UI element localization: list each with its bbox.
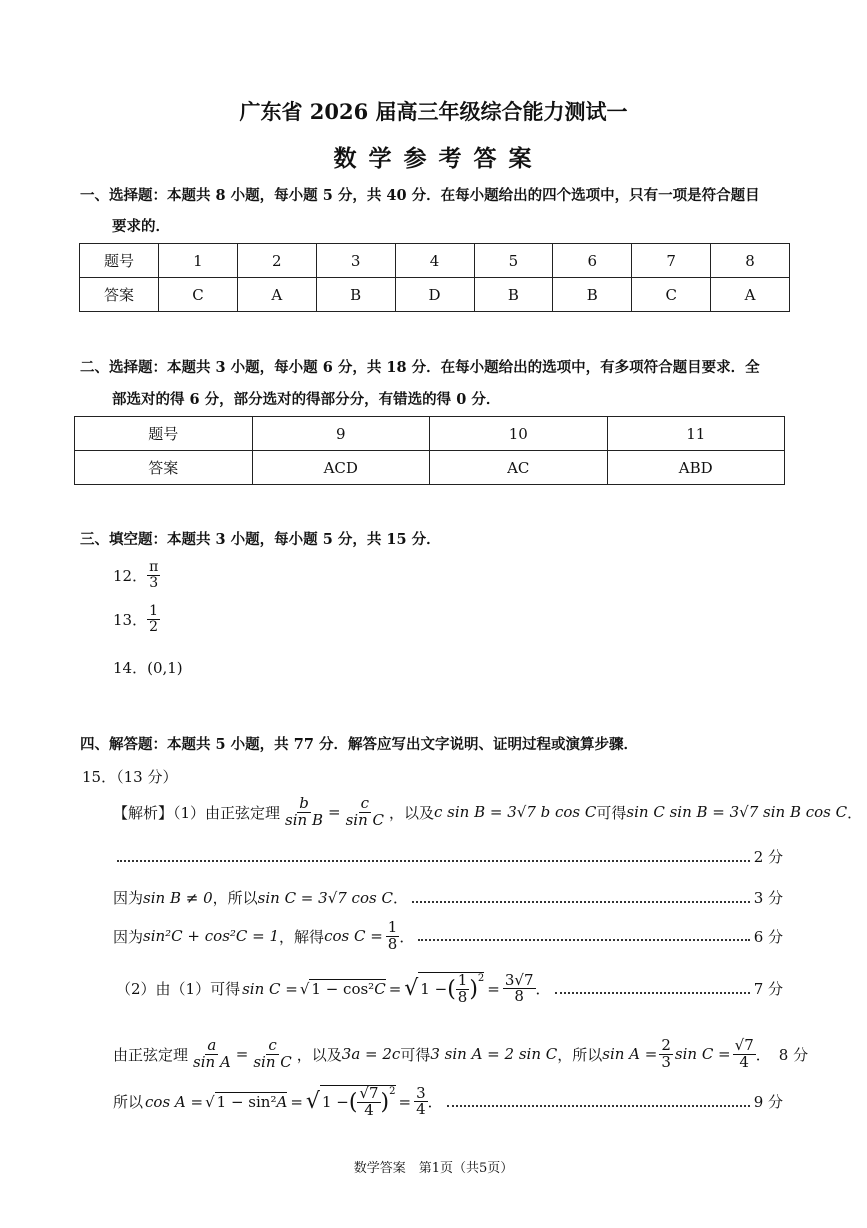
row-label: 题号 (80, 244, 159, 278)
row-label: 答案 (75, 451, 253, 485)
solution-line-6: 所以 cos A = √ 1 − sin²A = √ 1 − ( $\frac{√7}{4}$ ) $^2$ = $\frac{3}{4}$ ． 9 分 (113, 1083, 783, 1119)
math-expr: sin C sin B = 3√7 sin B cos C (626, 803, 848, 822)
table-cell: C (159, 278, 238, 312)
fraction: $\frac{3}{4}$ (416, 1083, 426, 1119)
section1-answer-table (79, 243, 790, 312)
fraction: $\frac{3√7}{8}$ (504, 970, 534, 1006)
solution-line-5: 由正弦定理 $\frac{a}{\text{sin A}}$ = $\frac{c}{\text{sin C}}$ ，以及 3a = 2c 可得 3 sin A = 2 sin C ，所以 sin A = $\frac{2}{3}$ sin C = $\frac{√7}{4}$ ． 8 分 (113, 1036, 809, 1071)
solution-line-1: 【解析】（1）由正弦定理 $\frac{b}{\text{sin B}}$ = $\frac{c}{\text{sin C}}$ ，以及 c sin B = 3√7 b cos C 可得 sin C sin B = 3√7 sin B cos C ． (113, 794, 863, 829)
leader-dots (412, 901, 750, 903)
answer-12 (113, 560, 160, 590)
page-footer: 数学答案 第1页（共5页） (353, 1161, 514, 1176)
fraction: $\frac{√7}{4}$ (734, 1036, 754, 1071)
table-cell: 6 (553, 244, 632, 278)
table-cell: B (316, 278, 395, 312)
row-label: 题号 (75, 417, 253, 451)
solution-text: ，以及 (296, 1045, 342, 1064)
math-expr: 3 sin A = 2 sin C (430, 1045, 558, 1064)
table-cell: 2 (237, 244, 316, 278)
score-label: 8 分 (778, 1045, 809, 1064)
section1-heading-cont: 要求的． (112, 218, 170, 235)
score-label: 2 分 (753, 848, 783, 866)
math-expr: cos A = (145, 1092, 204, 1111)
table-cell: B (553, 278, 632, 312)
solution-line-2: 因为 sin B ≠ 0 ，所以 sin C = 3√7 cos C ． 3 分 (113, 888, 783, 907)
math-expr: √ 1 − sin²A (205, 1092, 288, 1111)
math-expr: √ 1 − ( $\frac{1}{8}$ ) $^2$ (404, 971, 485, 1006)
table-cell: 8 (711, 244, 790, 278)
leader-dots (117, 860, 750, 862)
solution-text: ，解得 (279, 927, 325, 946)
solution-text: 因为 (113, 889, 144, 907)
leader-dots (418, 939, 749, 941)
table-row (80, 278, 790, 312)
question-label: 12． (113, 566, 148, 585)
solution-text: 因为 (113, 927, 144, 946)
table-cell: 10 (430, 417, 608, 451)
fraction (147, 604, 160, 634)
leader-dots (447, 1105, 750, 1107)
table-cell: C (632, 278, 711, 312)
fraction: $\frac{1}{8}$ (387, 918, 398, 953)
denominator: 3 (149, 574, 159, 591)
table-cell: D (395, 278, 474, 312)
solution-line-4: （2）由（1）可得 sin C = √ 1 − cos²C = √ 1 − ( $\frac{1}{8}$ ) $^2$ = $\frac{3√7}{8}$ ． 7 分 (116, 970, 783, 1006)
math-expr: √ 1 − ( $\frac{√7}{4}$ ) $^2$ (305, 1084, 396, 1119)
math-expr: c sin B = 3√7 b cos C (434, 803, 597, 822)
section2-answer-table (74, 416, 785, 485)
table-cell: AC (430, 451, 608, 485)
fraction: $\frac{a}{\text{sin A}}$ (193, 1036, 231, 1071)
section2-heading: 二、选择题：本题共 3 小题，每小题 6 分，共 18 分．在每小题给出的选项中，有多项符合题目要求．全 (80, 359, 760, 376)
question-15-label: 15．（13 分） (82, 768, 178, 786)
answer-text: (0,1) (147, 658, 183, 677)
table-cell: 1 (159, 244, 238, 278)
page-subtitle: 数 学 参 考 答 案 (333, 145, 534, 172)
solution-text: ，以及 (388, 803, 434, 822)
table-row (75, 451, 785, 485)
table-cell: A (711, 278, 790, 312)
score-line-2 (113, 846, 783, 867)
math-expr: sin A = (602, 1045, 658, 1064)
solution-line-3: 因为 sin²C + cos²C = 1 ，解得 cos C = $\frac{1}{8}$ ． 6 分 (113, 918, 783, 953)
fraction: $\frac{2}{3}$ (661, 1036, 671, 1071)
math-expr: √ 1 − cos²C (299, 979, 386, 998)
math-expr: sin²C + cos²C = 1 (143, 927, 280, 946)
section3-heading: 三、填空题：本题共 3 小题，每小题 5 分，共 15 分． (80, 531, 441, 548)
table-cell: 7 (632, 244, 711, 278)
table-cell: ABD (607, 451, 785, 485)
section4-heading: 四、解答题：本题共 5 小题，共 77 分．解答应写出文字说明、证明过程或演算步骤． (80, 736, 638, 753)
score-label: 3 分 (753, 889, 783, 907)
table-cell: 9 (252, 417, 430, 451)
table-cell: 11 (607, 417, 785, 451)
score-label: 7 分 (753, 980, 783, 999)
table-row (75, 417, 785, 451)
table-cell: 3 (316, 244, 395, 278)
table-cell: A (237, 278, 316, 312)
score-label: 9 分 (753, 1093, 783, 1112)
section1-heading: 一、选择题：本题共 8 小题，每小题 5 分，共 40 分．在每小题给出的四个选项中，只有一项是符合题目 (80, 187, 760, 204)
leader-dots (555, 992, 750, 994)
solution-text: 所以 (113, 1093, 144, 1112)
question-label: 13． (113, 610, 148, 629)
score-label: 6 分 (753, 927, 783, 946)
math-expr: cos C = (324, 927, 383, 946)
math-expr: sin C = 3√7 cos C (257, 888, 393, 907)
denominator: 2 (149, 618, 159, 635)
page-title: 广东省 2026 届高三年级综合能力测试一 (239, 99, 628, 124)
math-expr: sin B ≠ 0 (143, 888, 213, 907)
question-label: 14． (113, 659, 148, 677)
solution-text: 可得 (400, 1045, 431, 1064)
table-cell: B (474, 278, 553, 312)
solution-text: ，所以 (212, 889, 258, 907)
answer-14 (113, 657, 183, 678)
answer-13 (113, 604, 160, 634)
numerator: π (149, 559, 159, 575)
fraction: $\frac{c}{\text{sin C}}$ (345, 794, 384, 829)
fraction (147, 560, 160, 590)
section2-heading-cont: 部选对的得 6 分，部分选对的得部分分，有错选的得 0 分． (112, 391, 501, 408)
solution-text: 【解析】（1）由正弦定理 (113, 803, 281, 822)
row-label: 答案 (80, 278, 159, 312)
fraction: $\frac{c}{\text{sin C}}$ (253, 1036, 292, 1071)
solution-text: 可得 (596, 803, 627, 822)
table-cell: 4 (395, 244, 474, 278)
solution-text: 由正弦定理 (113, 1045, 189, 1064)
solution-text: ，所以 (557, 1045, 603, 1064)
table-cell: ACD (252, 451, 430, 485)
numerator: 1 (149, 603, 159, 619)
table-cell: 5 (474, 244, 553, 278)
solution-text: （2）由（1）可得 (116, 980, 241, 999)
math-expr: sin C = (674, 1045, 731, 1064)
table-row (80, 244, 790, 278)
math-expr: 3a = 2c (341, 1045, 401, 1064)
math-expr: sin C = (242, 979, 298, 998)
fraction: $\frac{b}{\text{sin B}}$ (285, 794, 323, 829)
